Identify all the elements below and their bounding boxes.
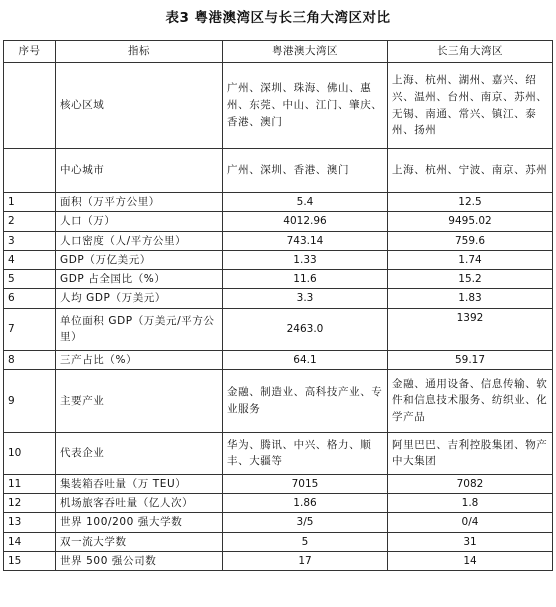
row-yrd-value: 阿里巴巴、吉利控股集团、物产中大集团 [388, 432, 553, 474]
row-yrd-value: 59.17 [388, 350, 553, 369]
row-yrd-value: 7082 [388, 474, 553, 493]
row-yrd-value: 上海、杭州、湖州、嘉兴、绍兴、温州、台州、南京、苏州、无锡、南通、常兴、镇江、泰州、扬州 [388, 63, 553, 149]
row-no: 11 [4, 474, 56, 493]
row-gba-value: 广州、深圳、香港、澳门 [223, 149, 388, 193]
row-gba-value: 3/5 [223, 513, 388, 532]
row-yrd-value: 1.83 [388, 289, 553, 308]
row-gba-value: 1.33 [223, 250, 388, 269]
row-yrd-value: 15.2 [388, 270, 553, 289]
row-yrd-value: 1392 [388, 308, 553, 350]
table-row [4, 270, 553, 289]
table-row [4, 474, 553, 493]
row-yrd-value: 9495.02 [388, 212, 553, 231]
row-yrd-value: 12.5 [388, 193, 553, 212]
row-yrd-value: 31 [388, 532, 553, 551]
table-title: 表3 粤港澳湾区与长三角大湾区对比 [165, 10, 391, 26]
row-no: 9 [4, 369, 56, 432]
table-row [4, 494, 553, 513]
row-gba-value: 1.86 [223, 494, 388, 513]
comparison-table [3, 40, 553, 571]
row-gba-value: 4012.96 [223, 212, 388, 231]
row-gba-value: 广州、深圳、珠海、佛山、惠州、东莞、中山、江门、肇庆、香港、澳门 [223, 63, 388, 149]
row-no: 1 [4, 193, 56, 212]
row-gba-value: 5 [223, 532, 388, 551]
table-row [4, 63, 553, 149]
row-yrd-value: 759.6 [388, 231, 553, 250]
table-row [4, 308, 553, 350]
row-indicator: 人口密度（人/平方公里） [56, 231, 223, 250]
row-yrd-value: 金融、通用设备、信息传输、软件和信息技术服务、纺织业、化学产品 [388, 369, 553, 432]
row-no: 2 [4, 212, 56, 231]
row-no: 3 [4, 231, 56, 250]
row-indicator: GDP（万亿美元） [56, 250, 223, 269]
row-no: 4 [4, 250, 56, 269]
row-no: 10 [4, 432, 56, 474]
table-row [4, 513, 553, 532]
row-yrd-value: 0/4 [388, 513, 553, 532]
table-row [4, 250, 553, 269]
table-row [4, 231, 553, 250]
table-row [4, 350, 553, 369]
header-yrd: 长三角大湾区 [388, 41, 553, 63]
row-indicator: 中心城市 [56, 149, 223, 193]
row-no: 15 [4, 551, 56, 570]
row-yrd-value: 1.74 [388, 250, 553, 269]
row-gba-value: 2463.0 [223, 308, 388, 350]
row-gba-value: 743.14 [223, 231, 388, 250]
table-header-row [4, 41, 553, 63]
row-indicator: 世界 100/200 强大学数 [56, 513, 223, 532]
row-indicator: 人口（万） [56, 212, 223, 231]
row-indicator: 单位面积 GDP（万美元/平方公里） [56, 308, 223, 350]
row-yrd-value: 1.8 [388, 494, 553, 513]
row-indicator: 双一流大学数 [56, 532, 223, 551]
row-indicator: GDP 占全国比（%） [56, 270, 223, 289]
table-row [4, 369, 553, 432]
row-no: 13 [4, 513, 56, 532]
row-indicator: 集装箱吞吐量（万 TEU） [56, 474, 223, 493]
table-row [4, 289, 553, 308]
header-gba: 粤港澳大湾区 [223, 41, 388, 63]
row-yrd-value: 上海、杭州、宁波、南京、苏州 [388, 149, 553, 193]
row-no: 5 [4, 270, 56, 289]
row-yrd-value: 14 [388, 551, 553, 570]
row-no: 7 [4, 308, 56, 350]
row-gba-value: 华为、腾讯、中兴、格力、顺丰、大疆等 [223, 432, 388, 474]
row-indicator: 代表企业 [56, 432, 223, 474]
table-row [4, 149, 553, 193]
row-gba-value: 64.1 [223, 350, 388, 369]
row-indicator: 核心区域 [56, 63, 223, 149]
row-no [4, 63, 56, 149]
header-no: 序号 [4, 41, 56, 63]
row-indicator: 机场旅客吞吐量（亿人次） [56, 494, 223, 513]
row-no: 14 [4, 532, 56, 551]
row-indicator: 面积（万平方公里） [56, 193, 223, 212]
row-indicator: 世界 500 强公司数 [56, 551, 223, 570]
row-no: 6 [4, 289, 56, 308]
row-indicator: 三产占比（%） [56, 350, 223, 369]
row-gba-value: 5.4 [223, 193, 388, 212]
row-gba-value: 3.3 [223, 289, 388, 308]
row-gba-value: 11.6 [223, 270, 388, 289]
row-gba-value: 17 [223, 551, 388, 570]
row-gba-value: 7015 [223, 474, 388, 493]
row-gba-value: 金融、制造业、高科技产业、专业服务 [223, 369, 388, 432]
header-indicator: 指标 [56, 41, 223, 63]
table-row [4, 551, 553, 570]
row-no: 12 [4, 494, 56, 513]
row-no: 8 [4, 350, 56, 369]
table-row [4, 432, 553, 474]
row-no [4, 149, 56, 193]
table-row [4, 212, 553, 231]
table-row [4, 193, 553, 212]
row-indicator: 主要产业 [56, 369, 223, 432]
table-row [4, 532, 553, 551]
row-indicator: 人均 GDP（万美元） [56, 289, 223, 308]
